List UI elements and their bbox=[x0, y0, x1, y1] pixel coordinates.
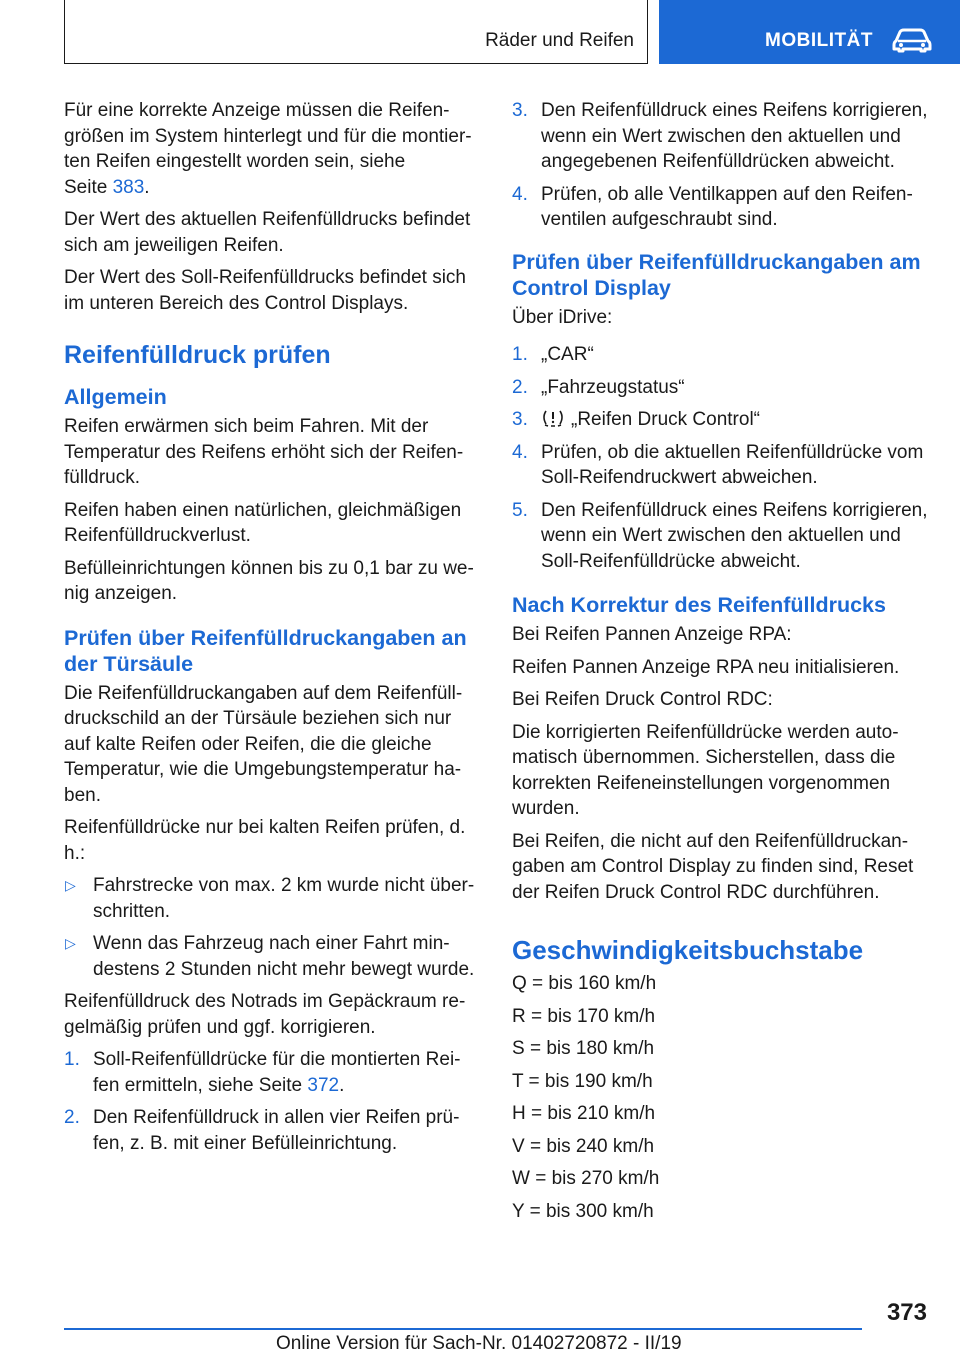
intro-paragraph-1: Für eine korrekte Anzeige müssen die Reifengrößen im System hinterlegt und für die montierten Reifen eingestellt worden sein, siehe Seite 383. bbox=[64, 100, 472, 198]
heading-control-display: Prüfen über Reifenfülldruckangaben am Control Display bbox=[512, 249, 921, 300]
page-link-383[interactable]: 383 bbox=[112, 176, 145, 198]
speed-rating-list bbox=[512, 971, 928, 1224]
left-column bbox=[64, 98, 480, 1163]
section-title: Räder und Reifen bbox=[485, 30, 634, 51]
general-paragraph-3: Befülleinrichtungen können bis zu 0,1 bar zu wenig anzeigen. bbox=[64, 557, 474, 604]
general-paragraph-1: Reifen erwärmen sich beim Fahren. Mit der Temperatur des Reifens erhöht sich der Reifenfülldruck. bbox=[64, 416, 464, 488]
mobility-tab[interactable] bbox=[659, 0, 960, 64]
page-link-372[interactable]: 372 bbox=[307, 1074, 340, 1096]
list-item bbox=[64, 931, 480, 982]
list-item: W = bis 270 km/h bbox=[512, 1168, 660, 1189]
rdc-label: Bei Reifen Druck Control RDC: bbox=[512, 689, 773, 710]
list-item: V = bis 240 km/h bbox=[512, 1135, 655, 1157]
list-item bbox=[512, 98, 928, 175]
list-item bbox=[64, 1105, 480, 1156]
step-text: Prüfen, ob die aktuellen Reifenfülldrücke vom Soll-Reifendruckwert abweichen. bbox=[541, 441, 924, 488]
door-paragraph-1: Die Reifenfülldruckangaben auf dem Reifenfülldruckschild an der Türsäule beziehen sich nur auf kalte Reifen oder Reifen, die die gleiche Temperatur, wie die Umgebungstemperatur haben. bbox=[64, 682, 463, 806]
idrive-label: Über iDrive: bbox=[512, 306, 613, 328]
condition-list bbox=[64, 873, 480, 982]
rdc-text: Die korrigierten Reifenfülldrücke werden automatisch übernommen. Sicherstellen, dass die korrekten Reifeneinstellungen vorgenommen wurden. bbox=[512, 721, 899, 819]
bullet-text: Wenn das Fahrzeug nach einer Fahrt mindestens 2 Stunden nicht mehr bewegt wurde. bbox=[93, 933, 475, 980]
step-number: 1. bbox=[512, 344, 528, 365]
list-item: 1. Soll-Reifenfülldrücke für die montierten Reifen ermitteln, siehe Seite 372. bbox=[64, 1049, 461, 1096]
step-text: Prüfen, ob alle Ventilkappen auf den Reifenventilen aufgeschraubt sind. bbox=[541, 183, 913, 230]
step-number: 3. bbox=[512, 100, 528, 121]
list-item: H = bis 210 km/h bbox=[512, 1103, 656, 1124]
step-number: 3. bbox=[512, 409, 528, 430]
list-item bbox=[512, 375, 928, 401]
right-column bbox=[512, 98, 928, 1231]
heading-door-pillar: Prüfen über Reifenfülldruckangaben an der Türsäule bbox=[64, 625, 467, 676]
rpa-text: Reifen Pannen Anzeige RPA neu initialisieren. bbox=[512, 656, 900, 678]
step-text: Den Reifenfülldruck in allen vier Reifen prüfen, z. B. mit einer Befülleinrichtung. bbox=[93, 1107, 460, 1154]
mobility-tab-label: MOBILITÄT bbox=[765, 30, 873, 51]
footer-divider bbox=[64, 1328, 862, 1330]
list-item: R = bis 170 km/h bbox=[512, 1005, 656, 1027]
triangle-bullet-icon: ▷ bbox=[65, 935, 76, 951]
car-icon bbox=[892, 27, 932, 53]
list-item bbox=[64, 873, 480, 924]
list-item: Y = bis 300 km/h bbox=[512, 1200, 654, 1222]
step-text: Den Reifenfülldruck eines Reifens korrigieren, wenn ein Wert zwischen den aktuellen und Soll-Reifenfülldrücke abweicht. bbox=[541, 499, 928, 572]
check-steps bbox=[64, 1047, 480, 1156]
heading-after-correction: Nach Korrektur des Reifenfülldrucks bbox=[512, 593, 886, 617]
intro-text: Für eine korrekte Anzeige müssen die Reifengrößen im System hinterlegt und für die montierten Reifen eingestellt worden sein, siehe Seite bbox=[64, 100, 472, 198]
heading-general: Allgemein bbox=[64, 385, 167, 409]
list-item: T = bis 190 km/h bbox=[512, 1070, 653, 1092]
intro-paragraph-2: Der Wert des aktuellen Reifenfülldrucks befindet sich am jeweiligen Reifen. bbox=[64, 209, 471, 256]
heading-check-pressure: Reifenfülldruck prüfen bbox=[64, 341, 331, 369]
list-item bbox=[512, 407, 928, 433]
heading-speed-rating: Geschwindigkeitsbuchstabe bbox=[512, 935, 864, 965]
check-steps-continued bbox=[512, 98, 928, 233]
step-number: 2. bbox=[64, 1107, 80, 1128]
door-paragraph-2: Reifenfülldrücke nur bei kalten Reifen prüfen, d. h.: bbox=[64, 817, 466, 864]
step-number: 4. bbox=[512, 441, 528, 463]
step-number: 5. bbox=[512, 499, 528, 521]
tire-pressure-warning-icon bbox=[541, 408, 565, 428]
spare-paragraph: Reifenfülldruck des Notrads im Gepäckraum regelmäßig prüfen und ggf. korrigieren. bbox=[64, 991, 466, 1038]
step-text: Den Reifenfülldruck eines Reifens korrigieren, wenn ein Wert zwischen den aktuellen und angegebenen Reifenfülldrücken abweicht. bbox=[541, 100, 928, 172]
step-text: Soll-Reifenfülldrücke für die montierten Reifen ermitteln, siehe Seite bbox=[93, 1049, 461, 1096]
step-text: „Fahrzeugstatus“ bbox=[541, 376, 685, 398]
list-item bbox=[512, 440, 928, 491]
step-text: „CAR“ bbox=[541, 344, 594, 365]
footer-text: Online Version für Sach-Nr. 01402720872 - II/19 bbox=[276, 1333, 682, 1354]
list-item: S = bis 180 km/h bbox=[512, 1038, 655, 1059]
list-item bbox=[512, 182, 928, 233]
reset-text: Bei Reifen, die nicht auf den Reifenfülldruckangaben am Control Display zu finden sind, Reset der Reifen Druck Control RDC durchführen. bbox=[512, 830, 914, 903]
rpa-label: Bei Reifen Pannen Anzeige RPA: bbox=[512, 624, 792, 645]
page-number: 373 bbox=[886, 1299, 927, 1326]
step-number: 1. bbox=[64, 1049, 80, 1070]
step-text: „Reifen Druck Control“ bbox=[571, 409, 760, 430]
triangle-bullet-icon: ▷ bbox=[65, 877, 76, 893]
intro-paragraph-3: Der Wert des Soll-Reifenfülldrucks befindet sich im unteren Bereich des Control Displays. bbox=[64, 267, 466, 314]
step-number: 2. bbox=[512, 376, 528, 398]
list-item bbox=[512, 342, 928, 368]
idrive-steps bbox=[512, 342, 928, 574]
list-item: Q = bis 160 km/h bbox=[512, 973, 657, 994]
bullet-text: Fahrstrecke von max. 2 km wurde nicht überschritten. bbox=[93, 875, 475, 922]
list-item bbox=[512, 498, 928, 575]
step-number: 4. bbox=[512, 183, 528, 205]
general-paragraph-2: Reifen haben einen natürlichen, gleichmäßigen Reifenfülldruckverlust. bbox=[64, 499, 462, 546]
